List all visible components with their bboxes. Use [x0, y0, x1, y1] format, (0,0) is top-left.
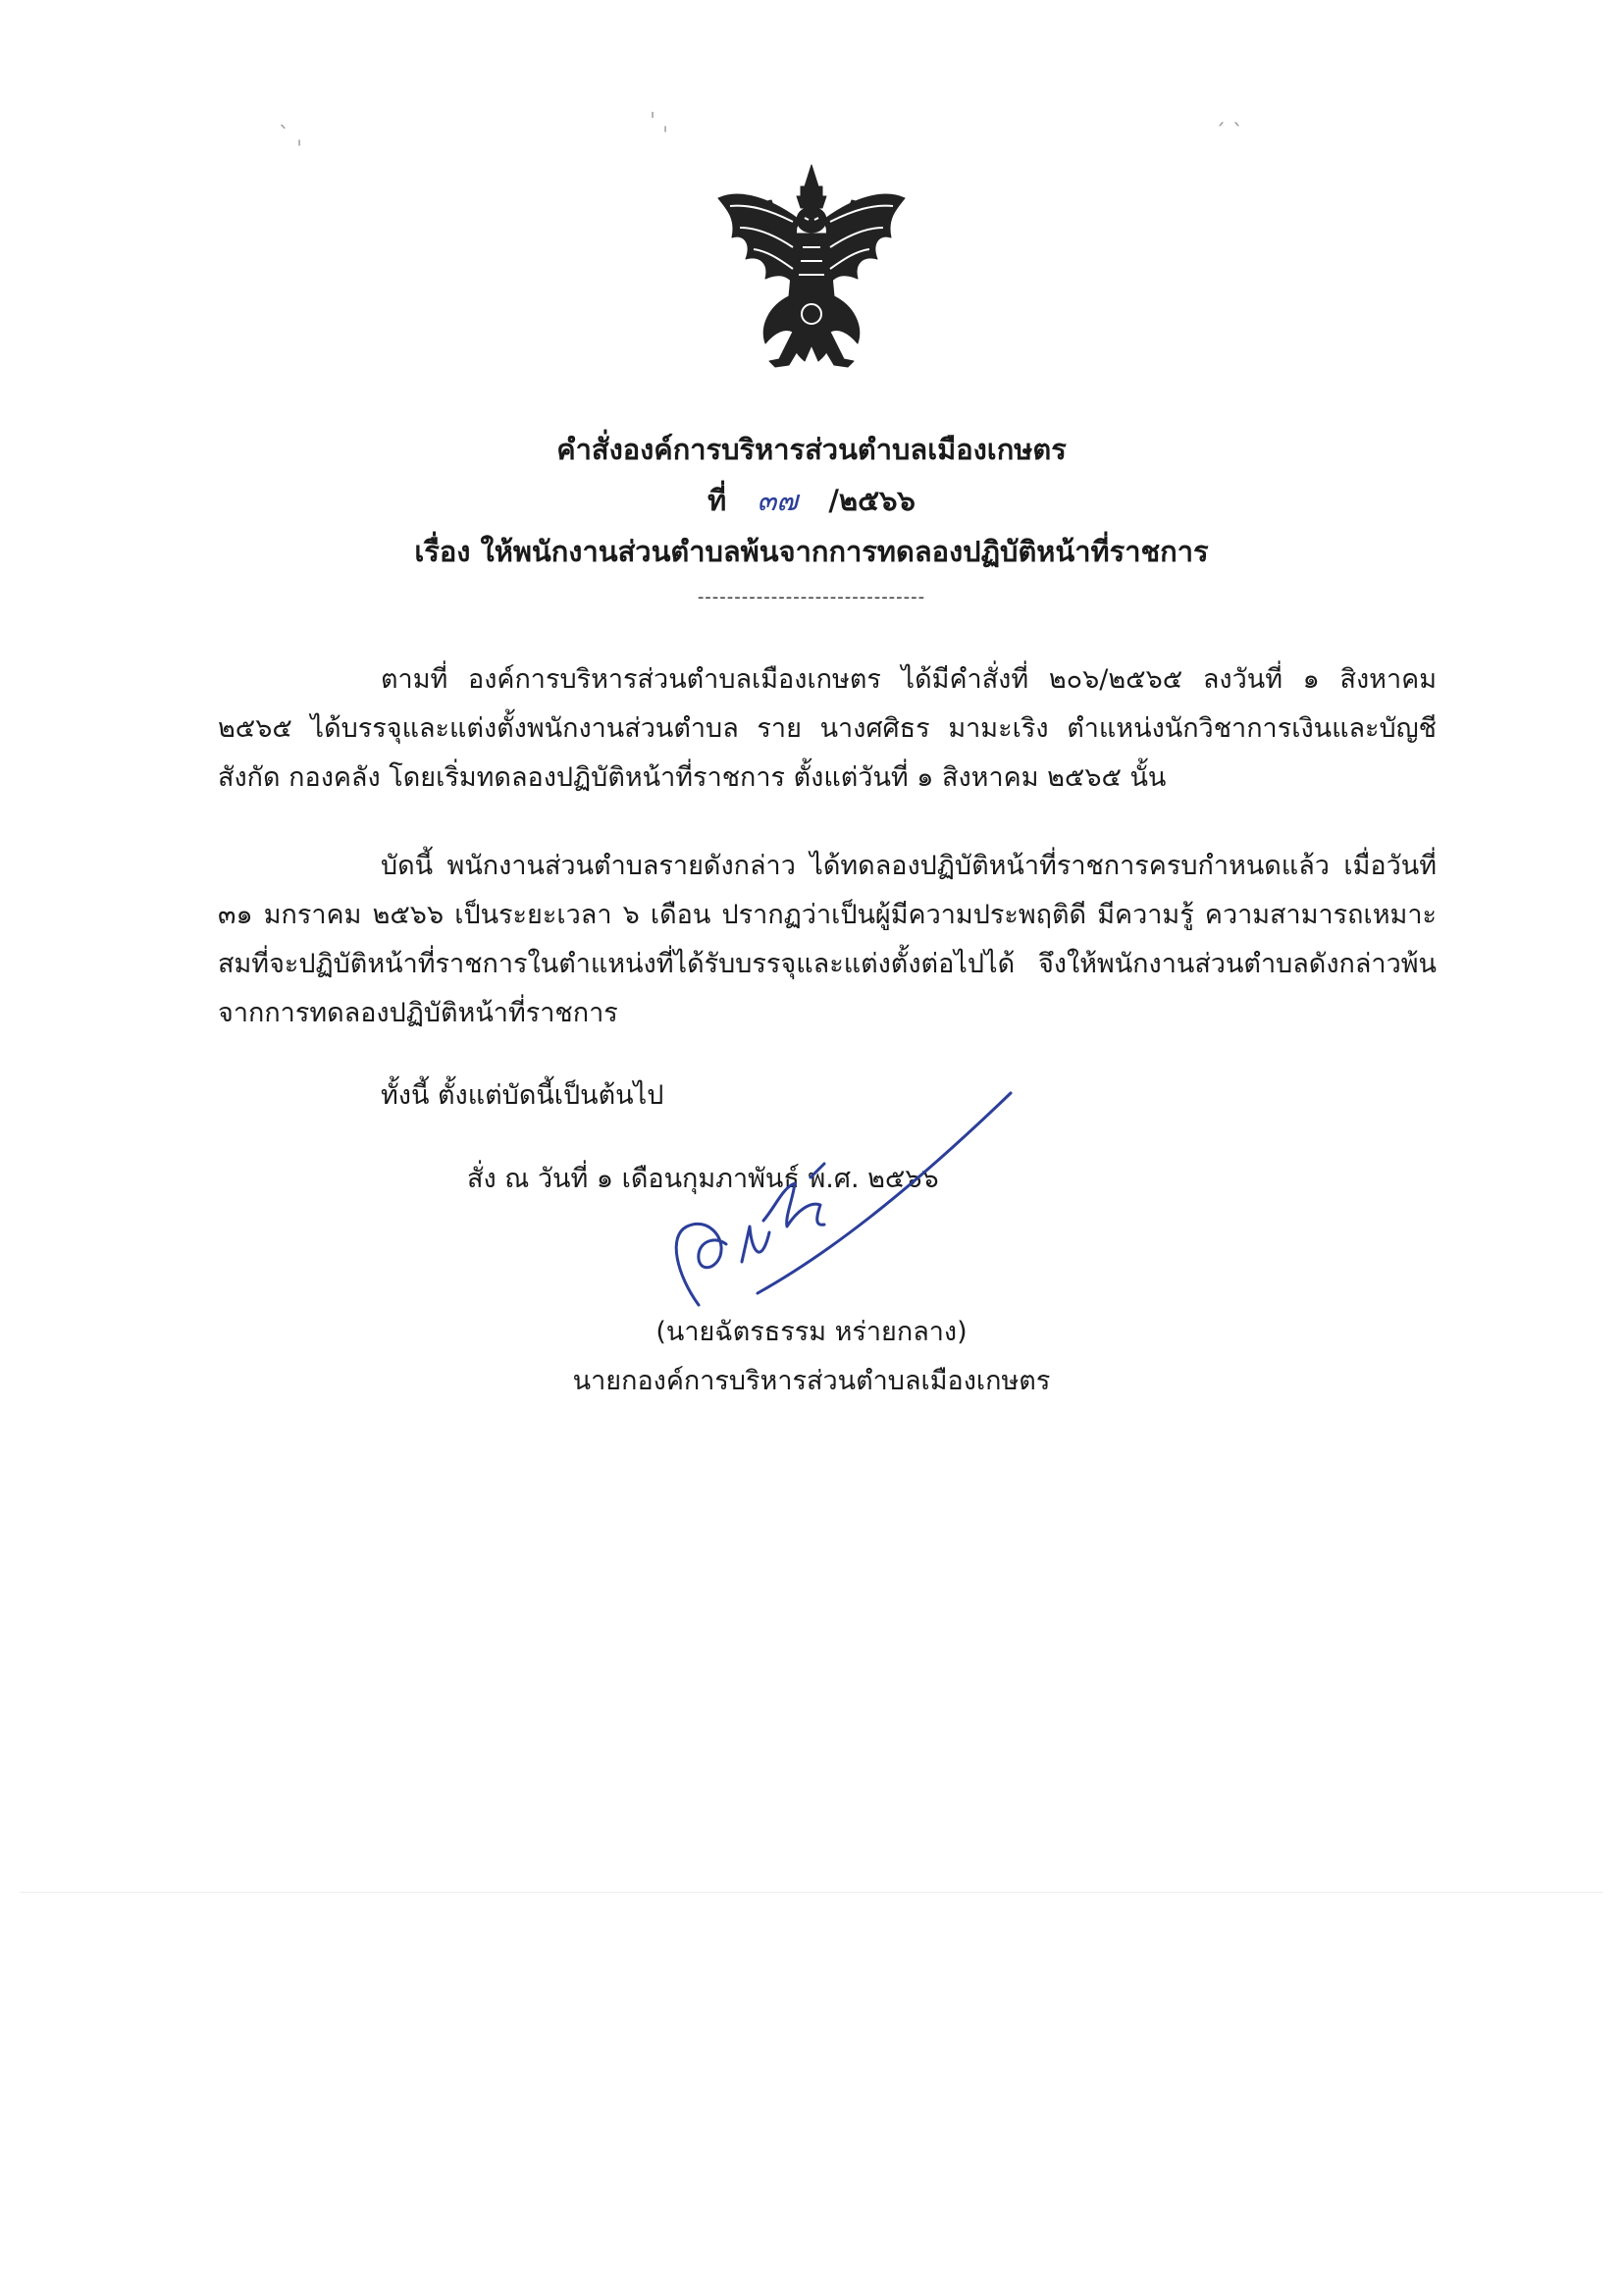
body-paragraph-3: ทั้งนี้ ตั้งแต่บัดนี้เป็นต้นไป [381, 1080, 664, 1111]
garuda-emblem-icon [710, 159, 913, 373]
body-paragraph-1: ตามที่ องค์การบริหารส่วนตำบลเมืองเกษตร ได้มีคำสั่งที่ ๒๐๖/๒๕๖๕ ลงวันที่ ๑ สิงหาคม ๒๕๖๕ ได้บรรจุและแต่งตั้งพนักงานส่วนตำบล ราย นางศศิธร มามะเริง ตำแหน่งนักวิชาการเงินและบัญชี สังกัด กองคลัง โดยเริ่มทดลองปฏิบัติหน้าที่ราชการ ตั้งแต่วันที่ ๑ สิงหาคม ๒๕๖๕ นั้น [218, 664, 1437, 793]
title-divider: ------------------------------- [697, 587, 926, 607]
scan-fold-line [20, 1892, 1603, 1893]
document-title: คำสั่งองค์การบริหารส่วนตำบลเมืองเกษตร [556, 433, 1067, 466]
order-number-year: /๒๕๖๖ [828, 484, 916, 517]
signer-name: (นายฉัตรธรรม หร่ายกลาง) [655, 1317, 968, 1347]
document-subject: เรื่อง ให้พนักงานส่วนตำบลพ้นจากการทดลองปฏิบัติหน้าที่ราชการ [414, 535, 1209, 568]
handwritten-signature [648, 1079, 1060, 1325]
signer-position: นายกองค์การบริหารส่วนตำบลเมืองเกษตร [572, 1366, 1051, 1396]
scan-mark: ˋ ˌ [279, 124, 303, 148]
body-paragraph-2: บัดนี้ พนักงานส่วนตำบลรายดังกล่าว ได้ทดลองปฏิบัติหน้าที่ราชการครบกำหนดแล้ว เมื่อวันที่ ๓๑ มกราคม ๒๕๖๖ เป็นระยะเวลา ๖ เดือน ปรากฏว่าเป็นผู้มีความประพฤติดี มีความรู้ ความสามารถเหมาะสมที่จะปฏิบัติหน้าที่ราชการในตำแหน่งที่ได้รับบรรจุและแต่งตั้งต่อไปได้ จึงให้พนักงานส่วนตำบลดังกล่าวพ้นจากการทดลองปฏิบัติหน้าที่ราชการ [218, 851, 1437, 1028]
order-number-handwritten: ๓๗ [757, 484, 799, 517]
order-number-line [0, 481, 1623, 520]
order-date-line: สั่ง ณ วันที่ ๑ เดือนกุมภาพันธ์ พ.ศ. ๒๕๖๖ [467, 1164, 939, 1194]
scan-mark: ˈ ˌ [650, 110, 669, 134]
scan-mark: ˏ ˎ [1215, 102, 1243, 127]
order-number-prefix: ที่ [707, 484, 727, 517]
